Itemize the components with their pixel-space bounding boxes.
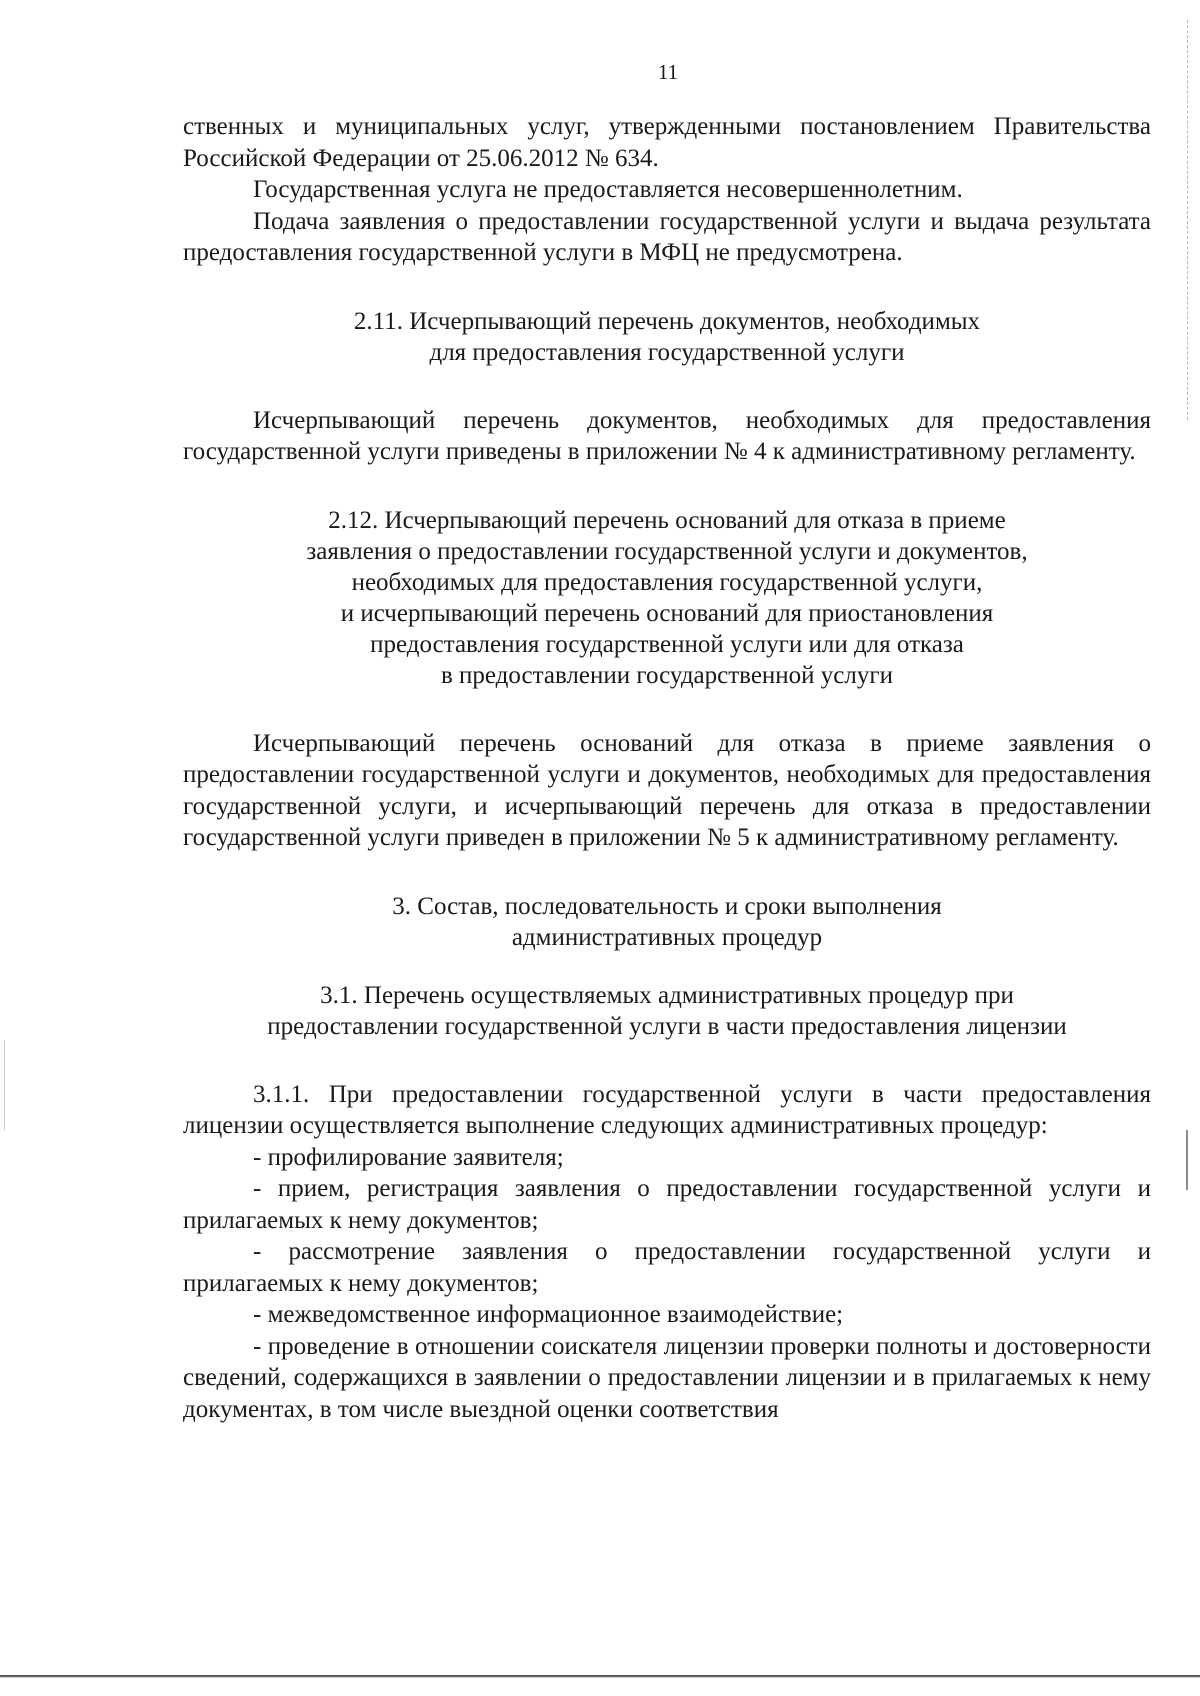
procedure-list [183, 1142, 1151, 1426]
scan-artifact-edge [1185, 20, 1188, 420]
list-item: - профилирование заявителя; [253, 1143, 564, 1171]
list-item: - рассмотрение заявления о предоставлении государственной услуги и прилагаемых к нему документов; [183, 1238, 1151, 1297]
paragraph-minors: Государственная услуга не предоставляется несовершеннолетним. [253, 176, 963, 203]
heading-line: административных процедур [511, 923, 823, 951]
heading-line: 2.11. Исчерпывающий перечень документов, необходимых [353, 307, 981, 335]
section-heading-2-11 [183, 306, 1151, 368]
list-item: - межведомственное информационное взаимодействие; [253, 1301, 844, 1328]
section-intro-3-1-1: 3.1.1. При предоставлении государственной услуги в части предоставления лицензии осуществляется выполнение следующих административных процедур: [183, 1080, 1151, 1139]
heading-line: для предоставления государственной услуги [429, 338, 905, 366]
list-item: - прием, регистрация заявления о предоставлении государственной услуги и прилагаемых к нему документов; [183, 1175, 1151, 1234]
document-body [183, 111, 1151, 1425]
section-heading-3-1 [183, 980, 1151, 1042]
section-text-2-11: Исчерпывающий перечень документов, необходимых для предоставления государственной услуги приведены в приложении № 4 к административному регламенту. [183, 406, 1151, 465]
heading-line: и исчерпывающий перечень оснований для приостановления [340, 599, 994, 627]
section-heading-3 [183, 891, 1151, 953]
section-heading-2-12 [183, 505, 1151, 691]
section-text-2-12: Исчерпывающий перечень оснований для отказа в приеме заявления о предоставлении государственной услуги и документов, необходимых для предоставления государственной услуги, и исчерпывающий перечень для отказа в предоставлении государственной услуги приведен в приложении № 5 к административному регламенту. [183, 729, 1151, 851]
heading-line: предоставлении государственной услуги в части предоставления лицензии [267, 1012, 1067, 1040]
heading-line: 2.12. Исчерпывающий перечень оснований для отказа в приеме [328, 506, 1006, 534]
scan-artifact-edge [1186, 1130, 1188, 1190]
heading-line: необходимых для предоставления государственной услуги, [351, 568, 983, 596]
paragraph-continuation: ственных и муниципальных услуг, утвержденными постановлением Правительства Российской Федерации от 25.06.2012 № 634. [183, 113, 1151, 172]
scan-artifact-edge [4, 1040, 5, 1130]
heading-line: 3. Состав, последовательность и сроки выполнения [392, 892, 942, 920]
heading-line: заявления о предоставлении государственной услуги и документов, [306, 537, 1028, 565]
heading-line: предоставления государственной услуги или для отказа [370, 630, 964, 658]
scan-artifact-bottom-line [0, 1675, 1200, 1678]
heading-line: в предоставлении государственной услуги [440, 661, 894, 689]
paragraph-mfc: Подача заявления о предоставлении государственной услуги и выдача результата предоставления государственной услуги в МФЦ не предусмотрена. [183, 207, 1151, 266]
heading-line: 3.1. Перечень осуществляемых административных процедур при [320, 981, 1014, 1009]
list-item: - проведение в отношении соискателя лицензии проверки полноты и достоверности сведений, содержащихся в заявлении о предоставлении лицензии и в прилагаемых к нему документах, в том числе выездной оценки соответствия [183, 1332, 1151, 1423]
page-number: 11 [657, 60, 679, 84]
